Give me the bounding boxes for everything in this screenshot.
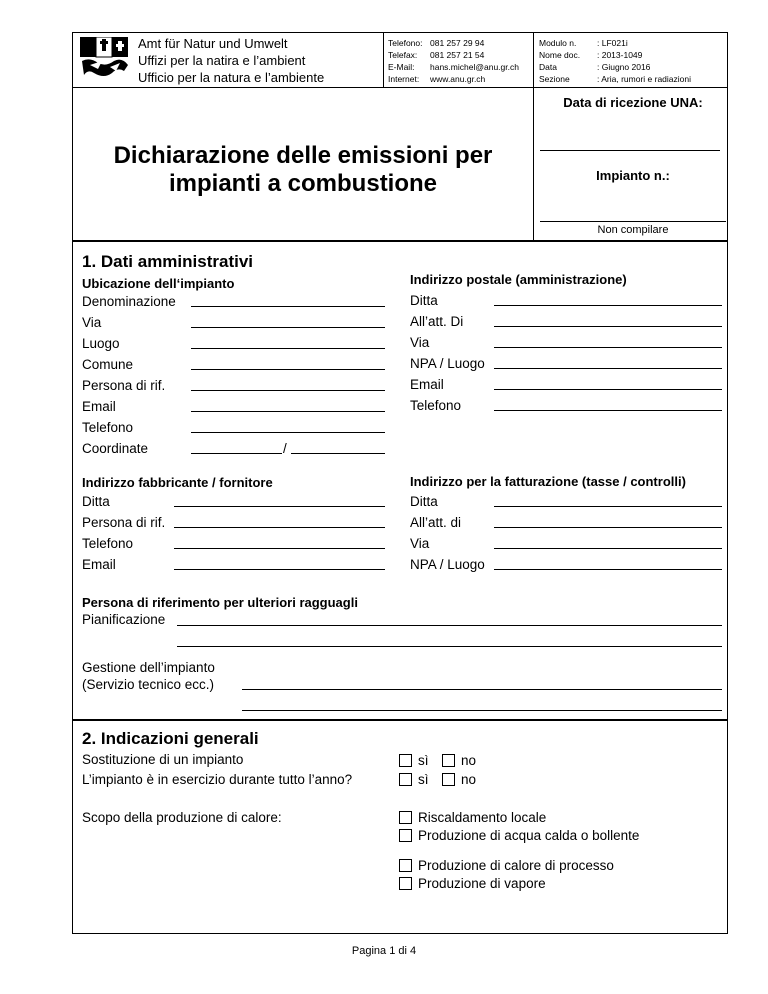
mfr-input-company[interactable] (174, 506, 385, 507)
postal-label-email: Email (410, 377, 444, 392)
plant-no-line[interactable] (540, 221, 726, 222)
doc-no-label: Nome doc. (539, 50, 581, 60)
mfr-input-phone[interactable] (174, 548, 385, 549)
loc-label-municipality: Comune (82, 357, 134, 372)
loc-label-phone: Telefono (82, 420, 134, 435)
postal-input-zip-place[interactable] (494, 368, 722, 369)
form-title (78, 142, 528, 198)
office-name-it: Ufficio per la natura e l’ambiente (138, 70, 325, 85)
planning-label: Pianificazione (82, 612, 166, 627)
q-replacement-yes-label: sì (418, 753, 429, 768)
billing-label-attn: All’att. di (410, 515, 462, 530)
section1-top-rule (72, 240, 728, 242)
operation-label-line1: Gestione dell’impianto (82, 660, 215, 675)
mfr-label-phone: Telefono (82, 536, 134, 551)
doc-section-label: Sezione (539, 74, 570, 84)
loc-input-street[interactable] (191, 327, 385, 328)
doc-no-value: : 2013-1049 (597, 50, 643, 60)
mfr-label-contact: Persona di rif. (82, 515, 166, 530)
mfr-input-email[interactable] (174, 569, 385, 570)
header-divider-2 (533, 32, 534, 88)
mfr-label-company: Ditta (82, 494, 110, 509)
postal-input-phone[interactable] (494, 410, 722, 411)
form-no-label: Modulo n. (539, 38, 577, 48)
loc-label-email: Email (82, 399, 116, 414)
section2-top-rule (72, 719, 728, 721)
postal-label-phone: Telefono (410, 398, 462, 413)
loc-label-place: Luogo (82, 336, 120, 351)
loc-input-municipality[interactable] (191, 369, 385, 370)
billing-input-zip-place[interactable] (494, 569, 722, 570)
doc-info-block (539, 37, 691, 85)
q-replacement-no-checkbox[interactable] (442, 754, 455, 767)
mfr-label-email: Email (82, 557, 116, 572)
postal-label-company: Ditta (410, 293, 438, 308)
q-replacement-label: Sostituzione di un impianto (82, 752, 244, 767)
form-no-value: : LF021i (597, 38, 628, 48)
purpose-process-heat-label: Produzione di calore di processo (418, 858, 614, 873)
office-name-de: Amt für Natur und Umwelt (138, 36, 288, 51)
purpose-space-heating-label: Riscaldamento locale (418, 810, 547, 825)
web-label: Internet: (388, 74, 420, 84)
q-year-round-yes-label: sì (418, 772, 429, 787)
loc-input-email[interactable] (191, 411, 385, 412)
section1-title: 1. Dati amministrativi (82, 252, 254, 271)
title-divider (533, 88, 534, 241)
mfr-input-contact[interactable] (174, 527, 385, 528)
planning-input-1[interactable] (177, 625, 722, 626)
page-number: Pagina 1 di 4 (351, 945, 417, 957)
postal-input-street[interactable] (494, 347, 722, 348)
q-year-round-label: L’impianto è in esercizio durante tutto l’anno? (82, 772, 353, 787)
loc-input-place[interactable] (191, 348, 385, 349)
purpose-hot-water-checkbox[interactable] (399, 829, 412, 842)
q-replacement-no-label: no (461, 753, 477, 768)
location-heading: Ubicazione dell‘impianto (82, 276, 235, 291)
form-title-line2: impianti a combustione (168, 170, 438, 197)
loc-input-contact[interactable] (191, 390, 385, 391)
doc-date-value: : Giugno 2016 (597, 62, 651, 72)
operation-input-1[interactable] (242, 689, 722, 690)
purpose-steam-checkbox[interactable] (399, 877, 412, 890)
doc-date-label: Data (539, 62, 557, 72)
q-year-round-yes-checkbox[interactable] (399, 773, 412, 786)
loc-label-street: Via (82, 315, 102, 330)
billing-input-attn[interactable] (494, 527, 722, 528)
postal-heading: Indirizzo postale (amministrazione) (410, 272, 627, 287)
plant-no-label: Impianto n.: (596, 168, 670, 183)
loc-label-contact: Persona di rif. (82, 378, 166, 393)
purpose-hot-water-label: Produzione di acqua calda o bollente (418, 828, 640, 843)
email-value[interactable]: hans.michel@anu.gr.ch (430, 62, 519, 72)
main-frame (72, 88, 728, 934)
email-label: E-Mail: (388, 62, 415, 72)
loc-label-coordinates: Coordinate (82, 441, 149, 456)
billing-heading: Indirizzo per la fatturazione (tasse / controlli) (410, 474, 686, 489)
postal-label-attn: All’att. Di (410, 314, 464, 329)
loc-input-coord-y[interactable] (291, 453, 385, 454)
postal-input-company[interactable] (494, 305, 722, 306)
coord-separator: / (283, 441, 287, 456)
purpose-label: Scopo della produzione di calore: (82, 810, 282, 825)
purpose-space-heating-checkbox[interactable] (399, 811, 412, 824)
billing-input-company[interactable] (494, 506, 722, 507)
receipt-date-label: Data di ricezione UNA: (563, 95, 703, 110)
planning-input-2[interactable] (177, 646, 722, 647)
q-year-round-no-label: no (461, 772, 477, 787)
operation-label-line2: (Servizio tecnico ecc.) (82, 677, 215, 692)
q-year-round-no-checkbox[interactable] (442, 773, 455, 786)
billing-label-zip-place: NPA / Luogo (410, 557, 485, 572)
postal-input-attn[interactable] (494, 326, 722, 327)
section2-title: 2. Indicazioni generali (82, 729, 259, 748)
purpose-process-heat-checkbox[interactable] (399, 859, 412, 872)
fax-label: Telefax: (388, 50, 418, 60)
header-divider-1 (383, 32, 384, 88)
contact-block (388, 37, 519, 85)
loc-input-name[interactable] (191, 306, 385, 307)
billing-label-street: Via (410, 536, 430, 551)
postal-label-zip-place: NPA / Luogo (410, 356, 485, 371)
doc-section-value: : Aria, rumori e radiazioni (597, 74, 692, 84)
purpose-steam-label: Produzione di vapore (418, 876, 546, 891)
phone-label: Telefono: (388, 38, 423, 48)
contact-person-heading: Persona di riferimento per ulteriori ragguagli (82, 595, 358, 610)
q-replacement-yes-checkbox[interactable] (399, 754, 412, 767)
web-value[interactable]: www.anu.gr.ch (430, 74, 486, 84)
postal-label-street: Via (410, 335, 430, 350)
billing-input-street[interactable] (494, 548, 722, 549)
loc-input-phone[interactable] (191, 432, 385, 433)
loc-input-coord-x[interactable] (191, 453, 282, 454)
operation-input-2[interactable] (242, 710, 722, 711)
do-not-fill-label: Non compilare (597, 224, 669, 236)
receipt-date-line[interactable] (540, 150, 720, 151)
manufacturer-heading: Indirizzo fabbricante / fornitore (82, 475, 273, 490)
postal-input-email[interactable] (494, 389, 722, 390)
billing-label-company: Ditta (410, 494, 438, 509)
office-name-rm: Uffizi per la natira e l’ambient (138, 53, 306, 68)
loc-label-name: Denominazione (82, 294, 176, 309)
form-title-line1: Dichiarazione delle emissioni per (113, 142, 493, 169)
coat-of-arms-logo (80, 37, 130, 83)
phone-value: 081 257 29 94 (430, 38, 485, 48)
fax-value: 081 257 21 54 (430, 50, 485, 60)
